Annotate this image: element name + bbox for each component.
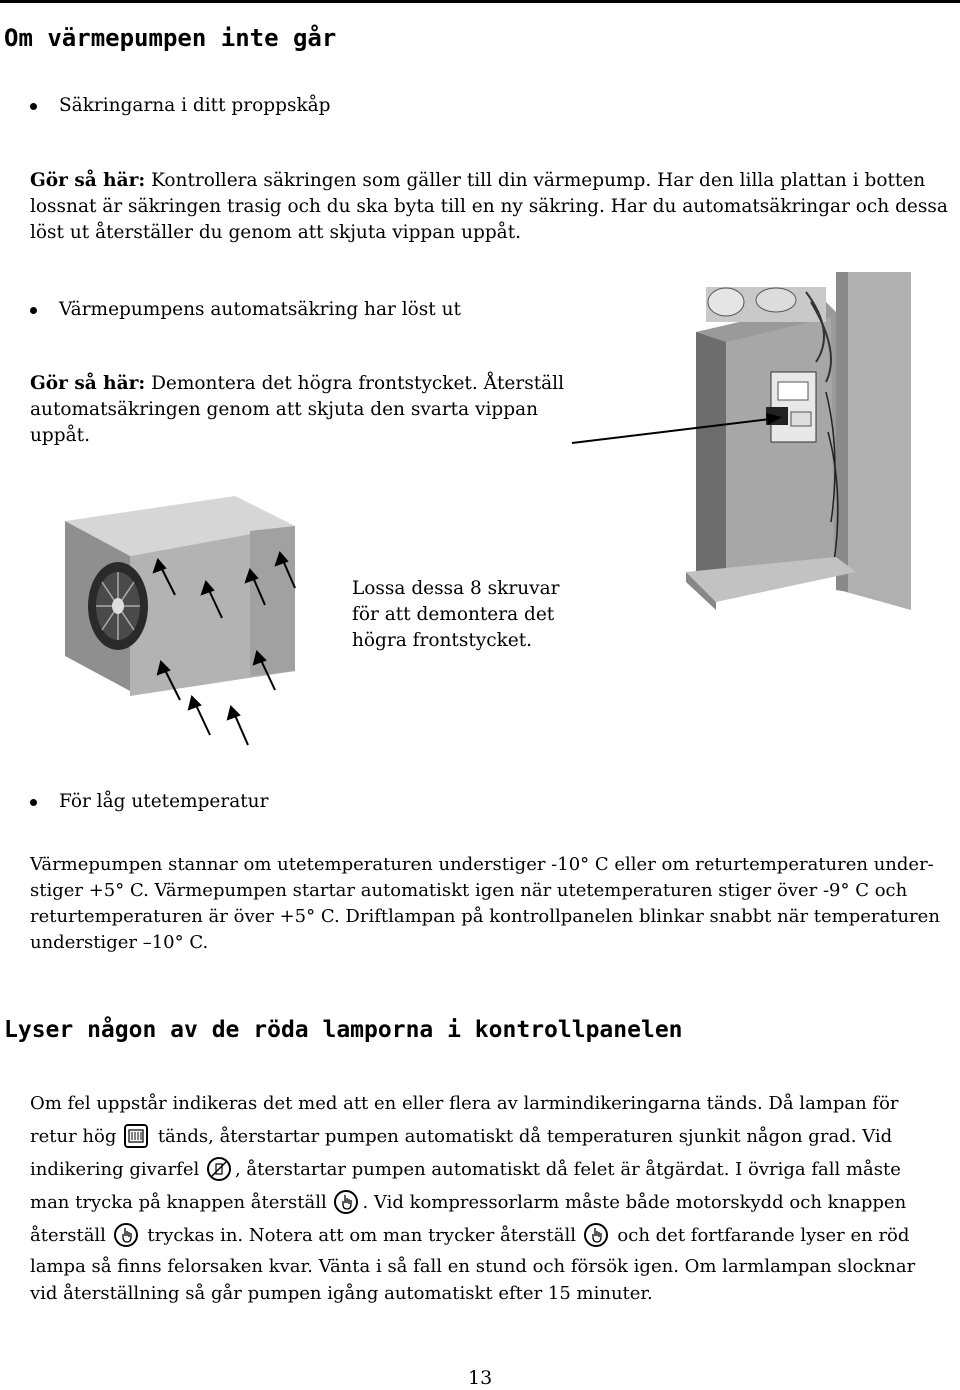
text-span: tänds, återstartar pumpen automatiskt då temperaturen sjunkit någon grad. Vid [152, 1126, 893, 1147]
return-temp-icon [124, 1124, 148, 1148]
instruction-line: lossnat är säkringen trasig och du ska byta till en ny säkring. Har du automatsäkringar och dessa [30, 196, 948, 217]
explanation-line: stiger +5° C. Värmepumpen startar automatiskt igen när utetemperaturen stiger över -9° C och [30, 880, 908, 901]
instruction-lead: Gör så här: [30, 373, 146, 394]
bullet-circuit-breaker [30, 297, 630, 323]
bullet-fuses [30, 93, 630, 119]
explanation-line: understiger –10° C. [30, 932, 209, 953]
instruction-line: löst ut återställer du genom att skjuta vippan uppåt. [30, 222, 522, 243]
bullet-text: Säkringarna i ditt proppskåp [59, 95, 331, 116]
top-rule [0, 0, 960, 3]
explanation-line: returtemperaturen är över +5° C. Driftlampan på kontrollpanelen blinkar snabbt när temperaturen [30, 906, 940, 927]
arrow-to-breaker [570, 405, 790, 455]
bullet-text: För låg utetemperatur [59, 791, 269, 812]
instruction-line: Demontera det högra frontstycket. Återställ [145, 373, 564, 394]
text-span: och det fortfarande lyser en röd [611, 1225, 910, 1246]
bullet-text: Värmepumpens automatsäkring har löst ut [59, 299, 461, 320]
text-span: återställ [30, 1225, 112, 1246]
red-lamps-explanation [30, 1087, 955, 1307]
explanation-line [30, 1186, 955, 1219]
text-span: , återstartar pumpen automatiskt då felet är åtgärdat. I övriga fall måste [234, 1159, 901, 1180]
caption-line: högra frontstycket. [352, 630, 533, 651]
explanation-line: lampa så finns felorsaken kvar. Vänta i så fall en stund och försök igen. Om larmlampan slocknar [30, 1256, 916, 1277]
reset-hand-icon [114, 1223, 138, 1247]
explanation-line [30, 1153, 955, 1186]
reset-hand-icon [334, 1190, 358, 1214]
bullet-low-outdoor-temp [30, 789, 630, 815]
screw-arrows [150, 550, 310, 750]
caption-line: Lossa dessa 8 skruvar [352, 578, 560, 599]
instruction-breaker [30, 371, 590, 449]
instruction-line: uppåt. [30, 425, 90, 446]
explanation-line [30, 1120, 955, 1153]
bullet-dot [30, 799, 37, 806]
text-span: . Vid kompressorlarm måste både motorskydd och knappen [362, 1192, 907, 1213]
bullet-dot [30, 103, 37, 110]
section-heading-heatpump-not-running: Om värmepumpen inte går [4, 24, 337, 52]
photo-caption [352, 576, 612, 654]
text-span: indikering givarfel [30, 1159, 205, 1180]
explanation-line: vid återställning så går pumpen igång automatiskt efter 15 minuter. [30, 1283, 653, 1304]
text-span: man trycka på knappen återställ [30, 1192, 333, 1213]
reset-hand-icon [584, 1223, 608, 1247]
caption-line: för att demontera det [352, 604, 555, 625]
section-heading-red-lamps: Lyser någon av de röda lamporna i kontrollpanelen [4, 1017, 683, 1043]
instruction-line: automatsäkringen genom att skjuta den svarta vippan [30, 399, 539, 420]
sensor-fault-icon [207, 1157, 231, 1181]
page-number: 13 [468, 1367, 493, 1389]
bullet-dot [30, 307, 37, 314]
explanation-line: Värmepumpen stannar om utetemperaturen understiger -10° C eller om returtemperaturen under- [30, 854, 934, 875]
instruction-lead: Gör så här: [30, 170, 146, 191]
instruction-line: Kontrollera säkringen som gäller till din värmepump. Har den lilla plattan i botten [145, 170, 926, 191]
text-span: retur hög [30, 1126, 123, 1147]
instruction-fuses [30, 168, 955, 246]
explanation-line: Om fel uppstår indikeras det med att en eller flera av larmindikeringarna tänds. Då lampan för [30, 1093, 899, 1114]
text-span: tryckas in. Notera att om man trycker återställ [141, 1225, 582, 1246]
explanation-line [30, 1219, 955, 1252]
low-temp-explanation [30, 852, 955, 956]
